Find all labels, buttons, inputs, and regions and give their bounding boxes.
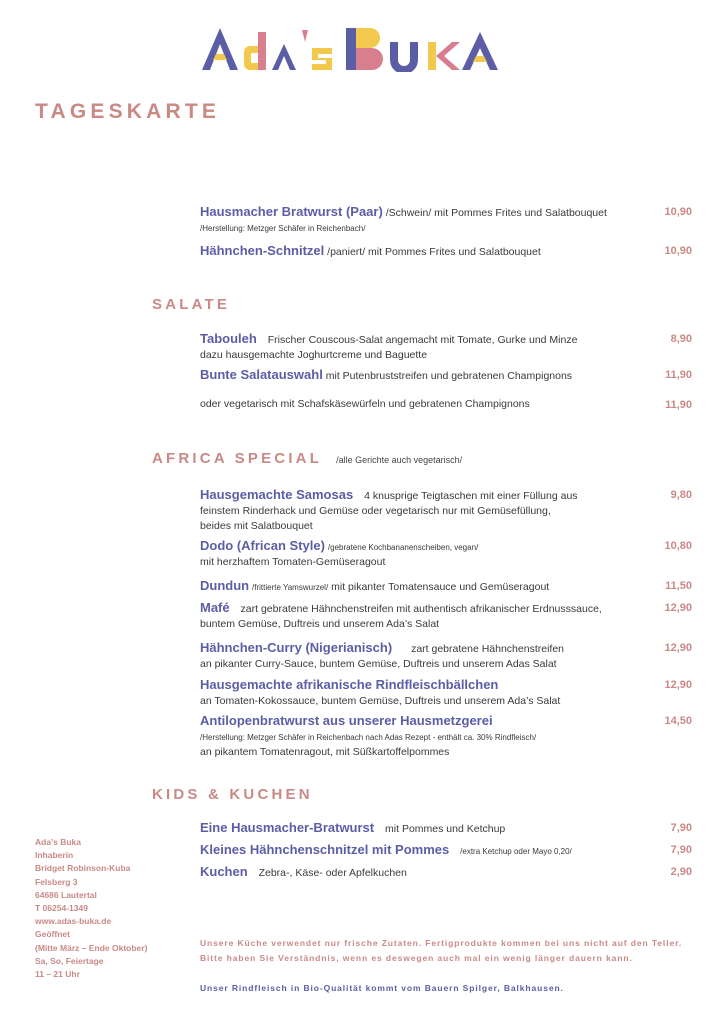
menu-item-tabouleh: Tabouleh Frischer Couscous-Salat angemacht mit Tomate, Gurke und Minze dazu hausgemachte Joghurtcreme und Baguette bbox=[200, 331, 578, 361]
price-haehnchen-schnitzel: 10,90 bbox=[664, 245, 692, 257]
menu-item-salat-vegetarisch: oder vegetarisch mit Schafskäsewürfeln und gebratenen Champignons bbox=[200, 398, 530, 410]
price-mafe: 12,90 bbox=[664, 602, 692, 614]
price-antilopenbratwurst: 14,50 bbox=[664, 715, 692, 727]
footer-beef-note: Unser Rindfleisch in Bio-Qualität kommt vom Bauern Spilger, Balkhausen. bbox=[200, 983, 564, 993]
owner-label: Inhaberin bbox=[35, 850, 74, 861]
contact-info bbox=[35, 836, 165, 981]
price-bunte-salatauswahl: 11,90 bbox=[665, 369, 692, 381]
section-heading-kids-kuchen: KIDS & KUCHEN bbox=[152, 786, 313, 803]
price-dundun: 11,50 bbox=[665, 580, 692, 592]
price-dodo: 10,80 bbox=[664, 540, 692, 552]
menu-item-rindfleischbaellchen: Hausgemachte afrikanische Rindfleischbällchen an Tomaten-Kokossauce, buntem Gemüse, Duftreis und unserem Ada’s Salat bbox=[200, 677, 561, 707]
menu-item-kuchen: Kuchen Zebra-, Käse- oder Apfelkuchen bbox=[200, 864, 407, 879]
menu-item-haehnchen-curry: Hähnchen-Curry (Nigerianisch) zart gebratene Hähnchenstreifen an pikanter Curry-Sauce, buntem Gemüse, Duftreis und unserem Adas Salat bbox=[200, 640, 565, 670]
price-bratwurst: 10,90 bbox=[664, 206, 692, 218]
section-heading-africa-special: AFRICA SPECIAL /alle Gerichte auch vegetarisch/ bbox=[152, 450, 463, 467]
menu-item-bratwurst: Hausmacher Bratwurst (Paar) /Schwein/ mit Pommes Frites und Salatbouquet /Herstellung: Metzger Schäfer in Reichenbach/ bbox=[200, 204, 607, 233]
street-address: Felsberg 3 bbox=[35, 876, 78, 887]
opening-days: Sa, So, Feiertage bbox=[35, 955, 104, 966]
africa-note: /alle Gerichte auch vegetarisch/ bbox=[336, 455, 463, 465]
menu-item-dundun: Dundun /frittierte Yamswurzel/ mit pikanter Tomatensauce und Gemüseragout bbox=[200, 578, 550, 593]
price-kuchen: 2,90 bbox=[670, 866, 692, 878]
city-address: 64686 Lautertal bbox=[35, 889, 97, 900]
footer-patience-note: Bitte haben Sie Verständnis, wenn es deswegen auch mal ein wenig länger dauern kann. bbox=[200, 953, 633, 963]
section-heading-salate: SALATE bbox=[152, 296, 231, 313]
owner-name: Bridget Robinson-Kuba bbox=[35, 863, 131, 874]
page-title: TAGESKARTE bbox=[35, 100, 221, 123]
price-haehnchen-curry: 12,90 bbox=[664, 642, 692, 654]
website: www.adas-buka.de bbox=[35, 916, 112, 927]
season: (Mitte März – Ende Oktober) bbox=[35, 942, 148, 953]
footer-fresh-note: Unsere Küche verwendet nur frische Zutaten. Fertigprodukte kommen bei uns nicht auf den Teller. bbox=[200, 938, 683, 948]
opening-hours: 11 – 21 Uhr bbox=[35, 969, 80, 980]
adas-buka-logo bbox=[200, 24, 502, 72]
menu-item-bunte-salatauswahl: Bunte Salatauswahl mit Putenbruststreifen und gebratenen Champignons bbox=[200, 367, 573, 382]
price-rindfleischbaellchen: 12,90 bbox=[664, 679, 692, 691]
price-tabouleh: 8,90 bbox=[670, 333, 692, 345]
business-name: Ada’s Buka bbox=[35, 837, 81, 847]
price-salat-vegetarisch: 11,90 bbox=[665, 399, 692, 411]
menu-item-haehnchen-schnitzel: Hähnchen-Schnitzel /paniert/ mit Pommes Frites und Salatbouquet bbox=[200, 243, 541, 258]
opening-label: Geöffnet bbox=[35, 929, 70, 940]
menu-item-antilopenbratwurst: Antilopenbratwurst aus unserer Hausmetzgerei /Herstellung: Metzger Schäfer in Reichenbach nach Adas Rezept - enthält ca. 30% Rindfleisch/ an pikantem Tomatenragout, mit Süßkartoffelpommes bbox=[200, 713, 537, 758]
price-kids-bratwurst: 7,90 bbox=[670, 822, 692, 834]
menu-item-kids-bratwurst: Eine Hausmacher-Bratwurst mit Pommes und Ketchup bbox=[200, 820, 506, 835]
price-kids-schnitzel: 7,90 bbox=[670, 844, 692, 856]
menu-item-dodo: Dodo (African Style) /gebratene Kochbananenscheiben, vegan/ mit herzhaftem Tomaten-Gemüseragout bbox=[200, 538, 479, 568]
menu-item-samosas: Hausgemachte Samosas 4 knusprige Teigtaschen mit einer Füllung aus feinstem Rinderhack und Gemüse oder vegetarisch nur mit Gemüsefüllung, beides mit Salatbouquet bbox=[200, 487, 578, 532]
menu-item-kids-schnitzel: Kleines Hähnchenschnitzel mit Pommes /extra Ketchup oder Mayo 0,20/ bbox=[200, 842, 572, 857]
price-samosas: 9,80 bbox=[670, 489, 692, 501]
menu-item-mafe: Mafé zart gebratene Hähnchenstreifen mit authentisch afrikanischer Erdnusssauce, buntem Gemüse, Duftreis und unserem Ada’s Salat bbox=[200, 600, 602, 630]
phone-number: T 06254-1349 bbox=[35, 903, 88, 914]
